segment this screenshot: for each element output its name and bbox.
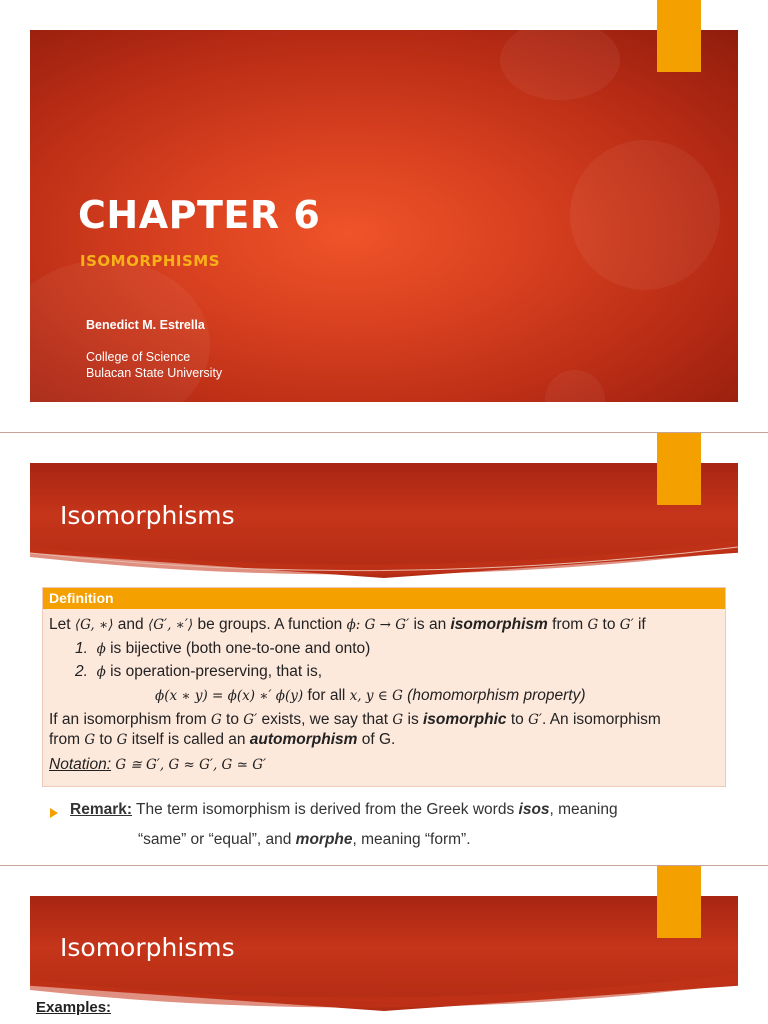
accent-tab — [657, 0, 701, 72]
condition-2: 2. ϕ is operation-preserving, that is, — [75, 663, 323, 680]
slide-title: Isomorphisms — [60, 501, 235, 530]
term-isomorphic: isomorphic — [423, 711, 507, 728]
notation-label: Notation: — [49, 756, 112, 773]
definition-header: Definition — [43, 588, 725, 609]
affiliation-university: Bulacan State University — [86, 366, 223, 380]
decorative-bubble — [500, 20, 620, 100]
remark-line-2: “same” or “equal”, and morphe, meaning “form”. — [138, 831, 471, 848]
homomorphism-formula: ϕ(x ∗ y) = ϕ(x) ∗′ ϕ(y) for all x, y ∈ G (homomorphism property) — [155, 687, 586, 704]
decorative-bubble — [545, 370, 605, 430]
chapter-title: CHAPTER 6 — [78, 193, 321, 237]
chapter-subtitle: ISOMORPHISMS — [80, 252, 221, 270]
author-name: Benedict M. Estrella — [86, 318, 205, 332]
accent-tab — [657, 866, 701, 938]
examples-heading: Examples: — [36, 999, 112, 1016]
definition-line-4: from G to G itself is called an automorphism of G. — [49, 731, 396, 748]
banner-curve-decoration — [0, 533, 768, 583]
title-slide — [0, 0, 768, 432]
slide-title: Isomorphisms — [60, 933, 235, 962]
definition-slide — [0, 433, 768, 865]
remark-label: Remark: — [70, 801, 133, 818]
banner-curve-decoration — [0, 966, 768, 1016]
decorative-bubble — [570, 140, 720, 290]
bullet-arrow-icon — [50, 808, 58, 818]
definition-line-1: Let ⟨G, ∗⟩ and ⟨G′, ∗′⟩ be groups. A function ϕ: G → G′ is an isomorphism from G to G′ if — [49, 616, 646, 633]
affiliation-college: College of Science — [86, 350, 191, 364]
term-isomorphism: isomorphism — [450, 616, 548, 633]
term-automorphism: automorphism — [249, 731, 358, 748]
examples-slide — [0, 866, 768, 1024]
definition-line-3: If an isomorphism from G to G′ exists, we say that G is isomorphic to G′. An isomorphism — [49, 711, 661, 728]
remark-line-1: Remark: The term isomorphism is derived from the Greek words isos, meaning — [70, 801, 618, 818]
decorative-bubble — [0, 260, 210, 430]
condition-1: 1. ϕ is bijective (both one-to-one and onto) — [75, 640, 371, 657]
notation-line — [49, 756, 266, 774]
accent-tab — [657, 433, 701, 505]
definition-box — [42, 587, 726, 787]
notation-value: G ≅ G′, G ≈ G′, G ≃ G′ — [111, 757, 267, 773]
